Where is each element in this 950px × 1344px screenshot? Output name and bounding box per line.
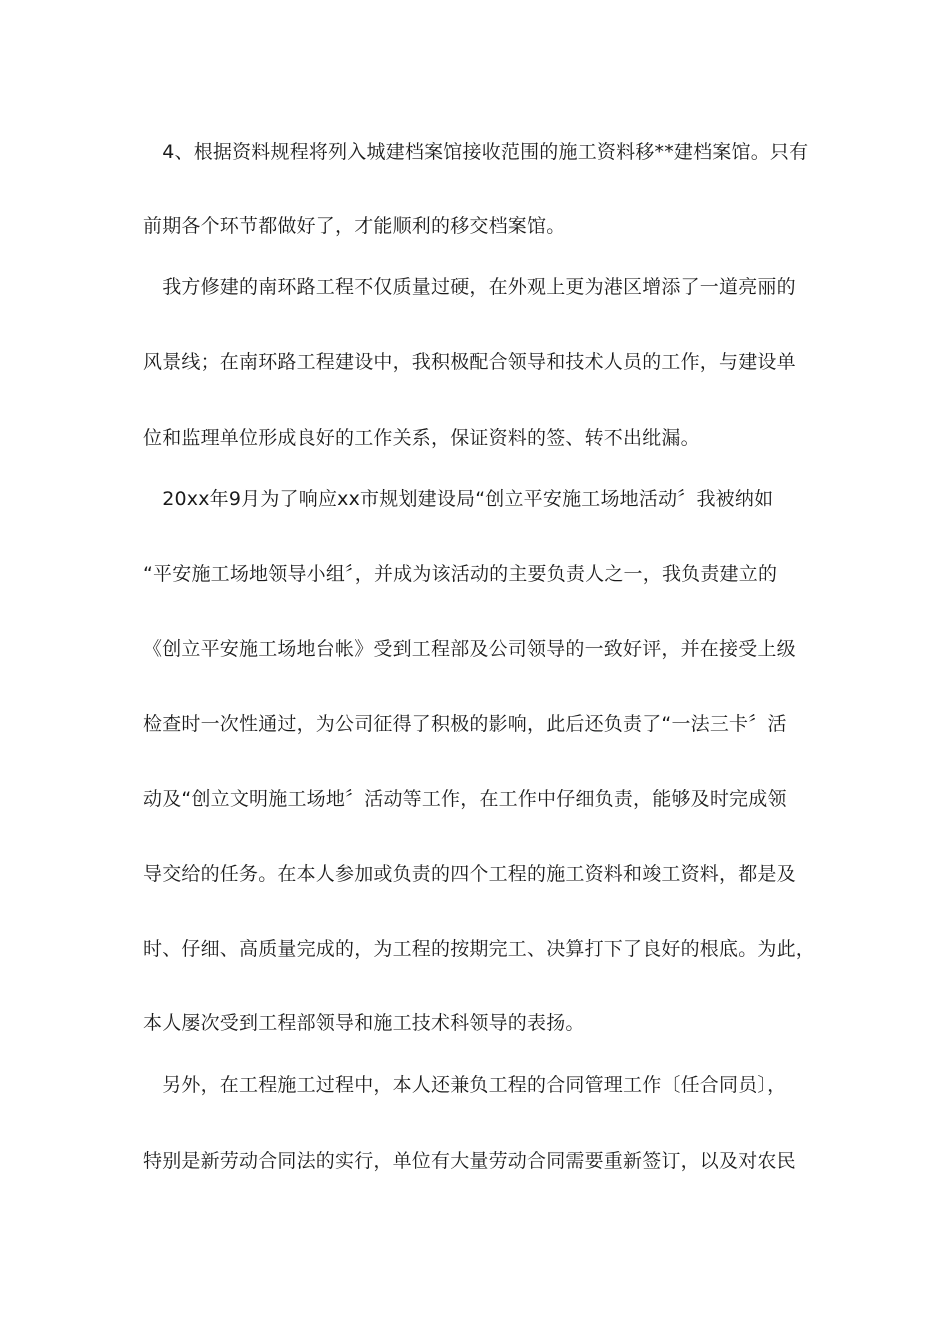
text-line: 4、根据资料规程将列入城建档案馆接收范围的施工资料移**建档案馆。只有	[143, 141, 809, 163]
text-line: 本人屡次受到工程部领导和施工技术科领导的表扬。	[143, 1012, 585, 1034]
text-line: 位和监理单位形成良好的工作关系，保证资料的签、转不出纰漏。	[143, 427, 700, 449]
text-line: 检查时一次性通过，为公司征得了积极的影响，此后还负责了“一法三卡〞活	[143, 713, 787, 735]
text-line: 前期各个环节都做好了，才能顺利的移交档案馆。	[143, 215, 566, 237]
text-line: 《创立平安施工场地台帐》受到工程部及公司领导的一致好评，并在接受上级	[143, 638, 796, 660]
text-line: 风景线；在南环路工程建设中，我积极配合领导和技术人员的工作，与建设单	[143, 351, 796, 373]
text-line: 导交给的任务。在本人参加或负责的四个工程的施工资料和竣工资料，都是及	[143, 863, 796, 885]
text-line: 我方修建的南环路工程不仅质量过硬，在外观上更为港区增添了一道亮丽的	[143, 276, 796, 298]
text-line: 时、仔细、高质量完成的，为工程的按期完工、决算打下了良好的根底。为此，	[143, 938, 816, 960]
text-line: “平安施工场地领导小组〞，并成为该活动的主要负责人之一，我负责建立的	[143, 563, 778, 585]
text-line: 20xx年9月为了响应xx市规划建设局“创立平安施工场地活动〞我被纳如	[143, 488, 774, 510]
text-line: 动及“创立文明施工场地〞活动等工作，在工作中仔细负责，能够及时完成领	[143, 788, 787, 810]
text-line: 特别是新劳动合同法的实行，单位有大量劳动合同需要重新签订，以及对农民	[143, 1150, 796, 1172]
text-line: 另外，在工程施工过程中，本人还兼负工程的合同管理工作〔任合同员〕，	[143, 1074, 787, 1096]
